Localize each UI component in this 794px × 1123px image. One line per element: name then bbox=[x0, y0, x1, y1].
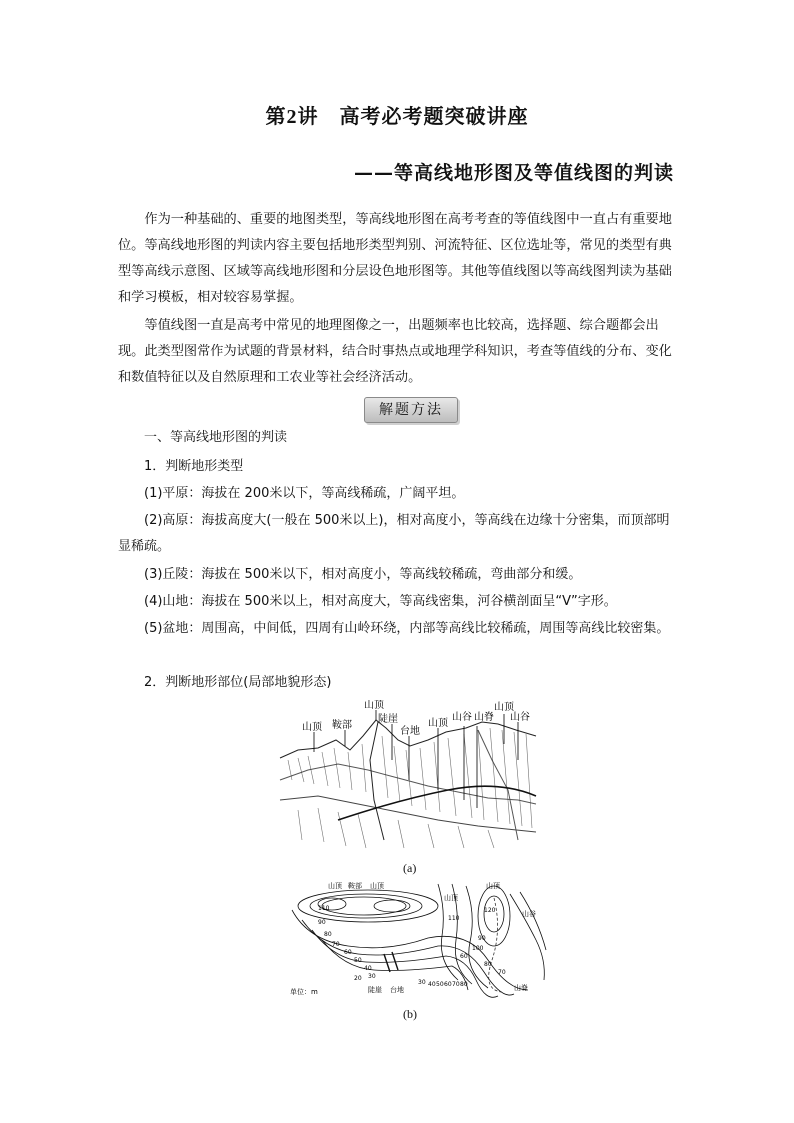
section-heading: 一、等高线地形图的判读 bbox=[144, 430, 288, 445]
contour-value: 70 bbox=[498, 969, 506, 976]
title-rest: 讲 高考必考题突破讲座 bbox=[297, 104, 529, 128]
fig-a-label-summit-3: 山顶 bbox=[428, 718, 448, 729]
contour-value: 100 bbox=[472, 945, 484, 952]
item-mountain: (4)山地：海拔在 500米以上，相对高度大，等高线密集，河谷横剖面呈“V”字形。 bbox=[144, 594, 617, 609]
fig-b-label-terrace: 台地 bbox=[390, 986, 404, 994]
subheading-landform-part: 2．判断地形部位(局部地貌形态) bbox=[144, 675, 332, 690]
title-prefix: 第 bbox=[265, 104, 287, 128]
contour-value: 70 bbox=[452, 981, 460, 988]
fig-b-label-summit-4: 山顶 bbox=[486, 882, 500, 890]
fig-b-label-ridge: 山脊 bbox=[514, 984, 528, 992]
item-plain: (1)平原：海拔在 200米以下，等高线稀疏，广阔平坦。 bbox=[144, 486, 465, 501]
contour-value: 80 bbox=[460, 981, 468, 988]
method-badge: 解题方法 bbox=[364, 397, 458, 423]
fig-b-label-summit-1: 山顶 bbox=[328, 882, 342, 890]
contour-value: 60 bbox=[444, 981, 452, 988]
figure-a-caption: (a) bbox=[403, 861, 417, 875]
contour-value: 80 bbox=[324, 931, 332, 938]
contour-value: 80 bbox=[484, 961, 492, 968]
contour-value: 70 bbox=[332, 941, 340, 948]
fig-b-label-valley: 山谷 bbox=[522, 910, 536, 918]
landscape-sketch-figure bbox=[278, 700, 540, 850]
fig-a-label-summit-4: 山顶 bbox=[494, 702, 514, 713]
item-basin: (5)盆地：周围高，中间低，四周有山岭环绕，内部等高线比较稀疏，周围等高线比较密集。 bbox=[144, 621, 670, 636]
contour-value: 60 bbox=[460, 953, 468, 960]
fig-a-label-valley-2: 山谷 bbox=[510, 712, 530, 723]
contour-value: 120 bbox=[484, 907, 496, 914]
contour-map-figure bbox=[288, 880, 550, 1000]
subheading-terrain-type: 1．判断地形类型 bbox=[144, 459, 244, 474]
fig-b-unit: 单位：m bbox=[290, 988, 318, 996]
figure-b-caption: (b) bbox=[403, 1007, 417, 1021]
fig-a-label-summit-1: 山顶 bbox=[302, 722, 322, 733]
intro-text-2: 等值线图一直是高考中常见的地理图像之一，出题频率也比较高，选择题、综合题都会出现。此类型图常作为试题的背景材料，结合时事热点或地理学科知识，考查等值线的分布、变化和数值特征以及自然原理和工农业等社会经济活动。 bbox=[118, 318, 672, 385]
contour-value: 30 bbox=[368, 973, 376, 980]
contour-value: 40 bbox=[364, 965, 372, 972]
item-hills: (3)丘陵：海拔在 500米以下，相对高度小，等高线较稀疏，弯曲部分和缓。 bbox=[144, 567, 582, 582]
contour-value: 50 bbox=[436, 981, 444, 988]
fig-b-label-cliff: 陡崖 bbox=[368, 986, 382, 994]
contour-value: 40 bbox=[428, 981, 436, 988]
contour-value: 90 bbox=[318, 919, 326, 926]
fig-a-label-cliff: 陡崖 bbox=[378, 714, 398, 725]
item-plateau: (2)高原：海拔高度大(一般在 500米以上)，相对高度小，等高线在边缘十分密集，而顶部明显稀疏。 bbox=[118, 513, 670, 554]
title-number: 2 bbox=[286, 106, 298, 128]
fig-a-label-ridge: 山脊 bbox=[474, 712, 494, 723]
fig-a-label-saddle: 鞍部 bbox=[332, 720, 352, 731]
contour-value: 30 bbox=[418, 979, 426, 986]
page-title bbox=[0, 100, 794, 129]
contour-value: 20 bbox=[354, 975, 362, 982]
fig-b-label-summit-3: 山顶 bbox=[444, 894, 458, 902]
page-subtitle: ——等高线地形图及等值线图的判读 bbox=[353, 162, 674, 184]
fig-a-label-valley-1: 山谷 bbox=[452, 712, 472, 723]
contour-value: 110 bbox=[318, 905, 330, 912]
fig-b-label-summit-2: 山顶 bbox=[370, 882, 384, 890]
fig-a-label-terrace: 台地 bbox=[400, 726, 420, 737]
contour-value: 90 bbox=[478, 935, 486, 942]
contour-value: 50 bbox=[354, 957, 362, 964]
intro-text-1: 作为一种基础的、重要的地图类型，等高线地形图在高考考查的等值线图中一直占有重要地位。等高线地形图的判读内容主要包括地形类型判别、河流特征、区位选址等，常见的类型有典型等高线示意图、区域等高线地形图和分层设色地形图等。其他等值线图以等高线图判读为基础和学习模板，相对较容易掌握。 bbox=[118, 212, 672, 305]
intro-paragraph-1 bbox=[118, 207, 678, 311]
contour-value: 110 bbox=[448, 915, 460, 922]
intro-paragraph-2 bbox=[118, 313, 678, 391]
fig-b-label-saddle: 鞍部 bbox=[348, 882, 362, 890]
fig-a-label-summit-2: 山顶 bbox=[364, 700, 384, 711]
contour-value: 60 bbox=[344, 949, 352, 956]
